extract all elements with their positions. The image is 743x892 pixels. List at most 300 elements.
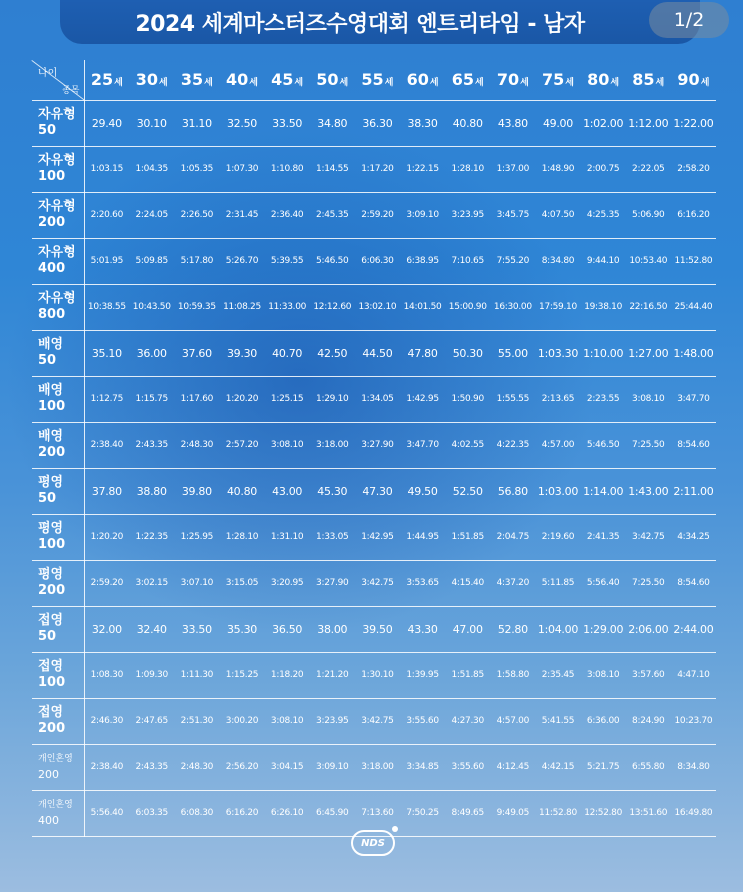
entry-time-cell: 2:35.45 [535, 652, 580, 698]
entry-time-cell: 6:26.10 [265, 790, 310, 836]
entry-time-cell: 1:09.30 [129, 652, 174, 698]
event-label [32, 652, 84, 698]
entry-time-cell: 3:02.15 [129, 560, 174, 606]
age-unit: 세 [610, 78, 620, 89]
entry-time-cell: 6:45.90 [310, 790, 355, 836]
entry-time-cell: 2:00.75 [581, 146, 626, 192]
age-unit: 세 [429, 78, 439, 89]
table-row [32, 514, 716, 560]
entry-time-cell: 7:25.50 [626, 560, 671, 606]
entry-time-cell: 1:48.90 [535, 146, 580, 192]
entry-time-cell: 2:06.00 [626, 606, 671, 652]
entry-time-cell: 22:16.50 [626, 284, 671, 330]
event-stroke: 평영 [38, 475, 64, 490]
entry-time-cell: 4:22.35 [490, 422, 535, 468]
entry-time-cell: 40.70 [265, 330, 310, 376]
entry-time-cell: 39.30 [219, 330, 264, 376]
corner-event-label: 종목 [62, 85, 80, 96]
table-row [32, 330, 716, 376]
entry-time-cell: 44.50 [355, 330, 400, 376]
entry-time-cell: 3:08.10 [265, 422, 310, 468]
entry-time-cell: 38.80 [129, 468, 174, 514]
entry-time-cell: 1:10.00 [581, 330, 626, 376]
age-unit: 세 [565, 78, 574, 89]
entry-time-cell: 7:50.25 [400, 790, 445, 836]
age-unit: 세 [700, 78, 710, 89]
entry-time-cell: 32.40 [129, 606, 174, 652]
entry-time-cell: 40.80 [219, 468, 264, 514]
entry-time-cell: 1:37.00 [490, 146, 535, 192]
table-row [32, 284, 716, 330]
entry-time-cell: 3:20.95 [265, 560, 310, 606]
age-header-row [32, 60, 716, 100]
entry-time-cell: 2:59.20 [355, 192, 400, 238]
age-number: 35 [180, 70, 204, 90]
table-row [32, 376, 716, 422]
entry-time-cell: 35.10 [84, 330, 129, 376]
age-unit: 세 [474, 78, 484, 89]
entry-time-cell: 1:18.20 [265, 652, 310, 698]
age-header-55 [355, 60, 400, 100]
event-stroke: 평영 [38, 521, 64, 536]
entry-time-cell: 49.50 [400, 468, 445, 514]
entry-time-cell: 32.50 [219, 100, 264, 146]
entry-time-cell: 3:55.60 [445, 744, 490, 790]
age-number: 50 [316, 70, 339, 90]
entry-time-cell: 15:00.90 [445, 284, 490, 330]
entry-time-cell: 2:46.30 [84, 698, 129, 744]
age-number: 65 [451, 70, 474, 90]
entry-time-cell: 6:16.20 [671, 192, 716, 238]
entry-time-cell: 39.50 [355, 606, 400, 652]
entry-time-cell: 52.50 [445, 468, 490, 514]
entry-time-cell: 37.60 [174, 330, 219, 376]
entry-time-cell: 9:44.10 [581, 238, 626, 284]
entry-time-cell: 2:47.65 [129, 698, 174, 744]
table-row [32, 422, 716, 468]
event-stroke: 접영 [38, 613, 64, 628]
entry-time-cell: 8:54.60 [671, 422, 716, 468]
entry-time-cell: 4:57.00 [535, 422, 580, 468]
entry-time-cell: 1:44.95 [400, 514, 445, 560]
entry-time-cell: 1:29.00 [581, 606, 626, 652]
entry-time-cell: 12:12.60 [310, 284, 355, 330]
event-distance: 100 [38, 537, 66, 552]
entry-time-cell: 2:43.35 [129, 422, 174, 468]
event-label [32, 422, 84, 468]
entry-time-cell: 4:12.45 [490, 744, 535, 790]
entry-time-cell: 3:42.75 [355, 560, 400, 606]
event-stroke: 자유형 [38, 199, 76, 214]
entry-time-cell: 17:59.10 [535, 284, 580, 330]
entry-time-cell: 3:42.75 [355, 698, 400, 744]
event-stroke: 자유형 [38, 107, 76, 122]
entry-time-cell: 3:08.10 [581, 652, 626, 698]
entry-time-cell: 1:39.95 [400, 652, 445, 698]
entry-time-cell: 1:20.20 [219, 376, 264, 422]
entry-time-cell: 10:53.40 [626, 238, 671, 284]
age-header-40 [219, 60, 264, 100]
entry-time-cell: 5:06.90 [626, 192, 671, 238]
age-number: 55 [361, 70, 384, 90]
entry-time-cell: 3:27.90 [310, 560, 355, 606]
entry-time-cell: 3:09.10 [400, 192, 445, 238]
entry-time-cell: 1:22.00 [671, 100, 716, 146]
entry-time-cell: 2:31.45 [219, 192, 264, 238]
age-number: 70 [496, 70, 520, 90]
entry-time-cell: 14:01.50 [400, 284, 445, 330]
entry-time-cell: 3:08.10 [626, 376, 671, 422]
entry-time-cell: 1:14.00 [581, 468, 626, 514]
age-number: 45 [271, 70, 294, 90]
entry-time-cell: 1:12.75 [84, 376, 129, 422]
entry-time-cell: 4:02.55 [445, 422, 490, 468]
entry-time-cell: 5:01.95 [84, 238, 129, 284]
entry-time-cell: 3:23.95 [310, 698, 355, 744]
event-label [32, 376, 84, 422]
entry-time-cell: 38.30 [400, 100, 445, 146]
entry-time-cell: 1:17.20 [355, 146, 400, 192]
age-header-30 [129, 60, 174, 100]
table-body [32, 100, 716, 836]
event-distance: 50 [38, 353, 57, 368]
entry-time-cell: 4:07.50 [535, 192, 580, 238]
event-stroke: 접영 [38, 659, 64, 674]
entry-time-cell: 1:15.25 [219, 652, 264, 698]
entry-time-cell: 33.50 [174, 606, 219, 652]
entry-time-cell: 2:20.60 [84, 192, 129, 238]
event-distance: 200 [38, 721, 66, 736]
entry-time-cell: 37.80 [84, 468, 129, 514]
age-header-50 [310, 60, 355, 100]
entry-time-cell: 7:55.20 [490, 238, 535, 284]
entry-time-cell: 8:34.80 [535, 238, 580, 284]
table-row [32, 698, 716, 744]
entry-time-cell: 1:48.00 [671, 330, 716, 376]
entry-time-cell: 3:55.60 [400, 698, 445, 744]
nds-logo: NDS [351, 830, 395, 856]
event-label [32, 790, 84, 836]
entry-time-cell: 1:04.00 [535, 606, 580, 652]
entry-time-cell: 1:17.60 [174, 376, 219, 422]
age-number: 40 [226, 70, 249, 90]
entry-time-cell: 6:38.95 [400, 238, 445, 284]
entry-time-cell: 1:08.30 [84, 652, 129, 698]
page-indicator[interactable]: 1/2 [649, 2, 729, 38]
entry-time-cell: 1:42.95 [400, 376, 445, 422]
event-distance: 100 [38, 399, 66, 414]
entry-time-cell: 43.80 [490, 100, 535, 146]
corner-age-label: 나이 [38, 68, 58, 79]
entry-time-cell: 10:43.50 [129, 284, 174, 330]
event-distance: 400 [38, 814, 59, 827]
entry-time-cell: 10:59.35 [174, 284, 219, 330]
entry-time-cell: 7:13.60 [355, 790, 400, 836]
event-label [32, 606, 84, 652]
entry-time-cell: 1:21.20 [310, 652, 355, 698]
entry-time-cell: 1:03.30 [535, 330, 580, 376]
entry-time-cell: 11:33.00 [265, 284, 310, 330]
entry-time-cell: 1:11.30 [174, 652, 219, 698]
entry-time-cell: 2:59.20 [84, 560, 129, 606]
event-stroke: 자유형 [38, 245, 76, 260]
entry-time-cell: 31.10 [174, 100, 219, 146]
entry-time-cell: 38.00 [310, 606, 355, 652]
entry-time-cell: 3:18.00 [355, 744, 400, 790]
entry-time-cell: 2:43.35 [129, 744, 174, 790]
age-header-70 [490, 60, 535, 100]
entry-time-cell: 5:41.55 [535, 698, 580, 744]
event-label [32, 330, 84, 376]
entry-time-cell: 47.30 [355, 468, 400, 514]
entry-time-cell: 2:51.30 [174, 698, 219, 744]
entry-time-cell: 1:43.00 [626, 468, 671, 514]
entry-time-cell: 8:34.80 [671, 744, 716, 790]
event-distance: 100 [38, 169, 66, 184]
age-header-25 [84, 60, 129, 100]
entry-time-cell: 1:22.15 [400, 146, 445, 192]
entry-time-cell: 3:15.05 [219, 560, 264, 606]
entry-time-cell: 1:50.90 [445, 376, 490, 422]
entry-time-cell: 36.30 [355, 100, 400, 146]
entry-time-table [32, 60, 716, 837]
entry-time-cell: 1:15.75 [129, 376, 174, 422]
event-distance: 400 [38, 261, 66, 276]
event-stroke: 개인혼영 [38, 754, 73, 764]
entry-time-cell: 2:38.40 [84, 744, 129, 790]
age-unit: 세 [249, 78, 258, 89]
entry-time-cell: 4:57.00 [490, 698, 535, 744]
page-title: 2024 세계마스터즈수영대회 엔트리타임 - 남자 [135, 11, 585, 37]
entry-time-cell: 7:10.65 [445, 238, 490, 284]
entry-time-cell: 1:31.10 [265, 514, 310, 560]
entry-time-cell: 3:04.15 [265, 744, 310, 790]
entry-time-cell: 1:03.00 [535, 468, 580, 514]
entry-time-cell: 12:52.80 [581, 790, 626, 836]
entry-time-cell: 3:34.85 [400, 744, 445, 790]
event-label [32, 468, 84, 514]
entry-time-cell: 5:11.85 [535, 560, 580, 606]
entry-time-cell: 36.00 [129, 330, 174, 376]
entry-time-cell: 2:48.30 [174, 744, 219, 790]
age-header-35 [174, 60, 219, 100]
entry-time-cell: 13:51.60 [626, 790, 671, 836]
logo-dot-icon [392, 826, 398, 832]
table-row [32, 652, 716, 698]
entry-time-cell: 43.30 [400, 606, 445, 652]
entry-time-cell: 2:22.05 [626, 146, 671, 192]
table-row [32, 468, 716, 514]
entry-time-cell: 4:25.35 [581, 192, 626, 238]
entry-time-cell: 16:49.80 [671, 790, 716, 836]
entry-time-cell: 1:25.15 [265, 376, 310, 422]
table-row [32, 744, 716, 790]
entry-time-cell: 4:37.20 [490, 560, 535, 606]
entry-time-cell: 1:33.05 [310, 514, 355, 560]
entry-time-cell: 8:24.90 [626, 698, 671, 744]
entry-time-cell: 1:07.30 [219, 146, 264, 192]
entry-time-cell: 3:57.60 [626, 652, 671, 698]
age-number: 90 [677, 70, 700, 90]
entry-time-cell: 3:53.65 [400, 560, 445, 606]
entry-time-cell: 6:03.35 [129, 790, 174, 836]
entry-time-cell: 1:10.80 [265, 146, 310, 192]
age-unit: 세 [655, 78, 665, 89]
entry-time-cell: 2:36.40 [265, 192, 310, 238]
entry-time-cell: 47.00 [445, 606, 490, 652]
entry-time-cell: 3:27.90 [355, 422, 400, 468]
age-unit: 세 [339, 78, 349, 89]
entry-time-cell: 3:47.70 [400, 422, 445, 468]
entry-time-cell: 2:24.05 [129, 192, 174, 238]
entry-time-cell: 1:34.05 [355, 376, 400, 422]
entry-time-cell: 1:27.00 [626, 330, 671, 376]
entry-time-cell: 33.50 [265, 100, 310, 146]
entry-time-cell: 2:58.20 [671, 146, 716, 192]
entry-time-cell: 56.80 [490, 468, 535, 514]
entry-time-cell: 2:13.65 [535, 376, 580, 422]
entry-time-cell: 47.80 [400, 330, 445, 376]
entry-time-cell: 35.30 [219, 606, 264, 652]
event-stroke: 개인혼영 [38, 800, 73, 810]
event-label [32, 560, 84, 606]
entry-time-cell: 1:55.55 [490, 376, 535, 422]
age-unit: 세 [114, 78, 123, 89]
entry-time-cell: 11:52.80 [535, 790, 580, 836]
entry-time-cell: 1:04.35 [129, 146, 174, 192]
entry-time-cell: 32.00 [84, 606, 129, 652]
entry-time-cell: 2:45.35 [310, 192, 355, 238]
entry-time-cell: 4:34.25 [671, 514, 716, 560]
entry-time-cell: 40.80 [445, 100, 490, 146]
entry-time-cell: 16:30.00 [490, 284, 535, 330]
entry-time-cell: 2:57.20 [219, 422, 264, 468]
entry-time-cell: 7:25.50 [626, 422, 671, 468]
entry-time-cell: 2:44.00 [671, 606, 716, 652]
entry-time-cell: 1:28.10 [445, 146, 490, 192]
age-header-80 [581, 60, 626, 100]
entry-time-cell: 3:18.00 [310, 422, 355, 468]
table-row [32, 192, 716, 238]
entry-time-cell: 1:25.95 [174, 514, 219, 560]
entry-time-cell: 1:22.35 [129, 514, 174, 560]
entry-time-cell: 3:00.20 [219, 698, 264, 744]
entry-time-cell: 1:30.10 [355, 652, 400, 698]
entry-time-cell: 2:26.50 [174, 192, 219, 238]
entry-time-cell: 10:38.55 [84, 284, 129, 330]
event-distance: 100 [38, 675, 66, 690]
entry-time-cell: 4:42.15 [535, 744, 580, 790]
event-distance: 50 [38, 491, 57, 506]
entry-time-cell: 4:27.30 [445, 698, 490, 744]
entry-time-cell: 3:08.10 [265, 698, 310, 744]
event-stroke: 배영 [38, 337, 64, 352]
entry-time-cell: 2:41.35 [581, 514, 626, 560]
entry-time-cell: 8:54.60 [671, 560, 716, 606]
age-header-75 [535, 60, 580, 100]
entry-time-cell: 3:23.95 [445, 192, 490, 238]
event-stroke: 배영 [38, 429, 64, 444]
age-unit: 세 [204, 78, 213, 89]
age-number: 25 [90, 70, 114, 90]
entry-time-cell: 4:15.40 [445, 560, 490, 606]
entry-time-cell: 6:16.20 [219, 790, 264, 836]
table-row [32, 100, 716, 146]
table-row [32, 560, 716, 606]
entry-time-cell: 1:28.10 [219, 514, 264, 560]
entry-time-cell: 1:14.55 [310, 146, 355, 192]
age-header-65 [445, 60, 490, 100]
entry-time-cell: 2:23.55 [581, 376, 626, 422]
event-distance: 50 [38, 123, 57, 138]
entry-time-cell: 3:45.75 [490, 192, 535, 238]
age-number: 60 [406, 70, 429, 90]
entry-time-cell: 45.30 [310, 468, 355, 514]
age-unit: 세 [520, 78, 529, 89]
entry-time-cell: 1:03.15 [84, 146, 129, 192]
entry-time-cell: 3:07.10 [174, 560, 219, 606]
entry-time-cell: 11:08.25 [219, 284, 264, 330]
entry-time-cell: 5:26.70 [219, 238, 264, 284]
entry-time-cell: 5:21.75 [581, 744, 626, 790]
entry-time-cell: 42.50 [310, 330, 355, 376]
age-header-90 [671, 60, 716, 100]
event-label [32, 514, 84, 560]
entry-time-cell: 30.10 [129, 100, 174, 146]
entry-time-cell: 2:56.20 [219, 744, 264, 790]
age-number: 75 [541, 70, 565, 90]
entry-time-cell: 5:39.55 [265, 238, 310, 284]
entry-time-cell: 1:42.95 [355, 514, 400, 560]
event-stroke: 접영 [38, 705, 64, 720]
event-stroke: 자유형 [38, 291, 76, 306]
entry-time-cell: 5:46.50 [581, 422, 626, 468]
title-banner [60, 0, 700, 44]
entry-time-cell: 2:48.30 [174, 422, 219, 468]
event-distance: 200 [38, 768, 59, 781]
event-label [32, 744, 84, 790]
entry-time-cell: 2:19.60 [535, 514, 580, 560]
age-unit: 세 [294, 78, 304, 89]
entry-time-cell: 1:02.00 [581, 100, 626, 146]
event-stroke: 자유형 [38, 153, 76, 168]
age-number: 85 [632, 70, 655, 90]
event-label [32, 146, 84, 192]
event-label [32, 284, 84, 330]
entry-time-cell: 1:12.00 [626, 100, 671, 146]
entry-time-cell: 43.00 [265, 468, 310, 514]
entry-time-cell: 1:29.10 [310, 376, 355, 422]
entry-time-cell: 2:38.40 [84, 422, 129, 468]
age-number: 80 [587, 70, 610, 90]
entry-time-cell: 6:06.30 [355, 238, 400, 284]
entry-time-cell: 6:55.80 [626, 744, 671, 790]
entry-time-cell: 3:09.10 [310, 744, 355, 790]
entry-time-cell: 11:52.80 [671, 238, 716, 284]
entry-time-cell: 1:58.80 [490, 652, 535, 698]
entry-time-cell: 5:09.85 [129, 238, 174, 284]
entry-time-cell: 39.80 [174, 468, 219, 514]
age-unit: 세 [158, 78, 168, 89]
entry-time-cell: 6:36.00 [581, 698, 626, 744]
entry-time-cell: 19:38.10 [581, 284, 626, 330]
entry-time-cell: 5:46.50 [310, 238, 355, 284]
entry-time-cell: 8:49.65 [445, 790, 490, 836]
event-stroke: 평영 [38, 567, 64, 582]
entry-time-cell: 9:49.05 [490, 790, 535, 836]
table-row [32, 606, 716, 652]
age-number: 30 [135, 70, 158, 90]
